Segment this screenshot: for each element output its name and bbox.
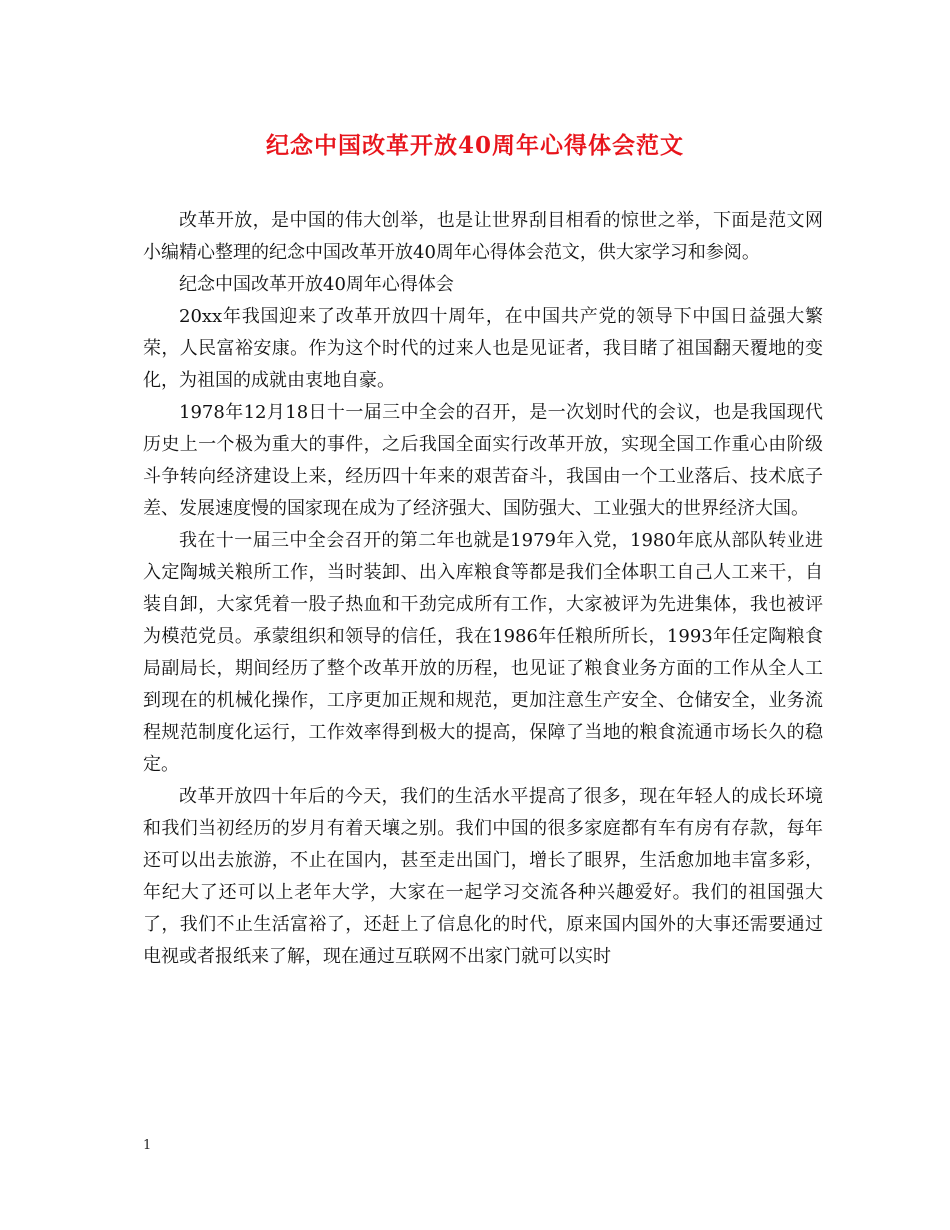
intro-paragraph: 改革开放，是中国的伟大创举，也是让世界刮目相看的惊世之举，下面是范文网小编精心整理的纪念中国改革开放40周年心得体会范文，供大家学习和参阅。 [143,210,823,263]
body-paragraph: 20xx年我国迎来了改革开放四十周年，在中国共产党的领导下中国日益强大繁荣，人民富裕安康。作为这个时代的过来人也是见证者，我目睹了祖国翻天覆地的变化，为祖国的成就由衷地自豪。 [143,306,823,391]
section-heading: 纪念中国改革开放40周年心得体会 [179,274,454,295]
page-number: 1 [143,1138,152,1153]
document-body [143,205,823,973]
body-paragraph: 我在十一届三中全会召开的第二年也就是1979年入党，1980年底从部队转业进入定陶城关粮所工作，当时装卸、出入库粮食等都是我们全体职工自己人工来干，自装自卸，大家凭着一股子热血和干劲完成所有工作，大家被评为先进集体，我也被评为模范党员。承蒙组织和领导的信任，我在1986年任粮所所长，1993年任定陶粮食局副局长，期间经历了整个改革开放的历程，也见证了粮食业务方面的工作从全人工到现在的机械化操作，工序更加正规和规范，更加注意生产安全、仓储安全，业务流程规范制度化运行，工作效率得到极大的提高，保障了当地的粮食流通市场长久的稳定。 [143,530,823,775]
body-paragraph: 改革开放四十年后的今天，我们的生活水平提高了很多，现在年轻人的成长环境和我们当初经历的岁月有着天壤之别。我们中国的很多家庭都有车有房有存款，每年还可以出去旅游，不止在国内，甚至走出国门，增长了眼界，生活愈加地丰富多彩，年纪大了还可以上老年大学，大家在一起学习交流各种兴趣爱好。我们的祖国强大了，我们不止生活富裕了，还赶上了信息化的时代，原来国内国外的大事还需要通过电视或者报纸来了解，现在通过互联网不出家门就可以实时 [143,786,823,967]
document-title: 纪念中国改革开放40周年心得体会范文 [265,132,684,159]
body-paragraph: 1978年12月18日十一届三中全会的召开，是一次划时代的会议，也是我国现代历史上一个极为重大的事件，之后我国全面实行改革开放，实现全国工作重心由阶级斗争转向经济建设上来，经历四十年来的艰苦奋斗，我国由一个工业落后、技术底子差、发展速度慢的国家现在成为了经济强大、国防强大、工业强大的世界经济大国。 [143,402,823,519]
